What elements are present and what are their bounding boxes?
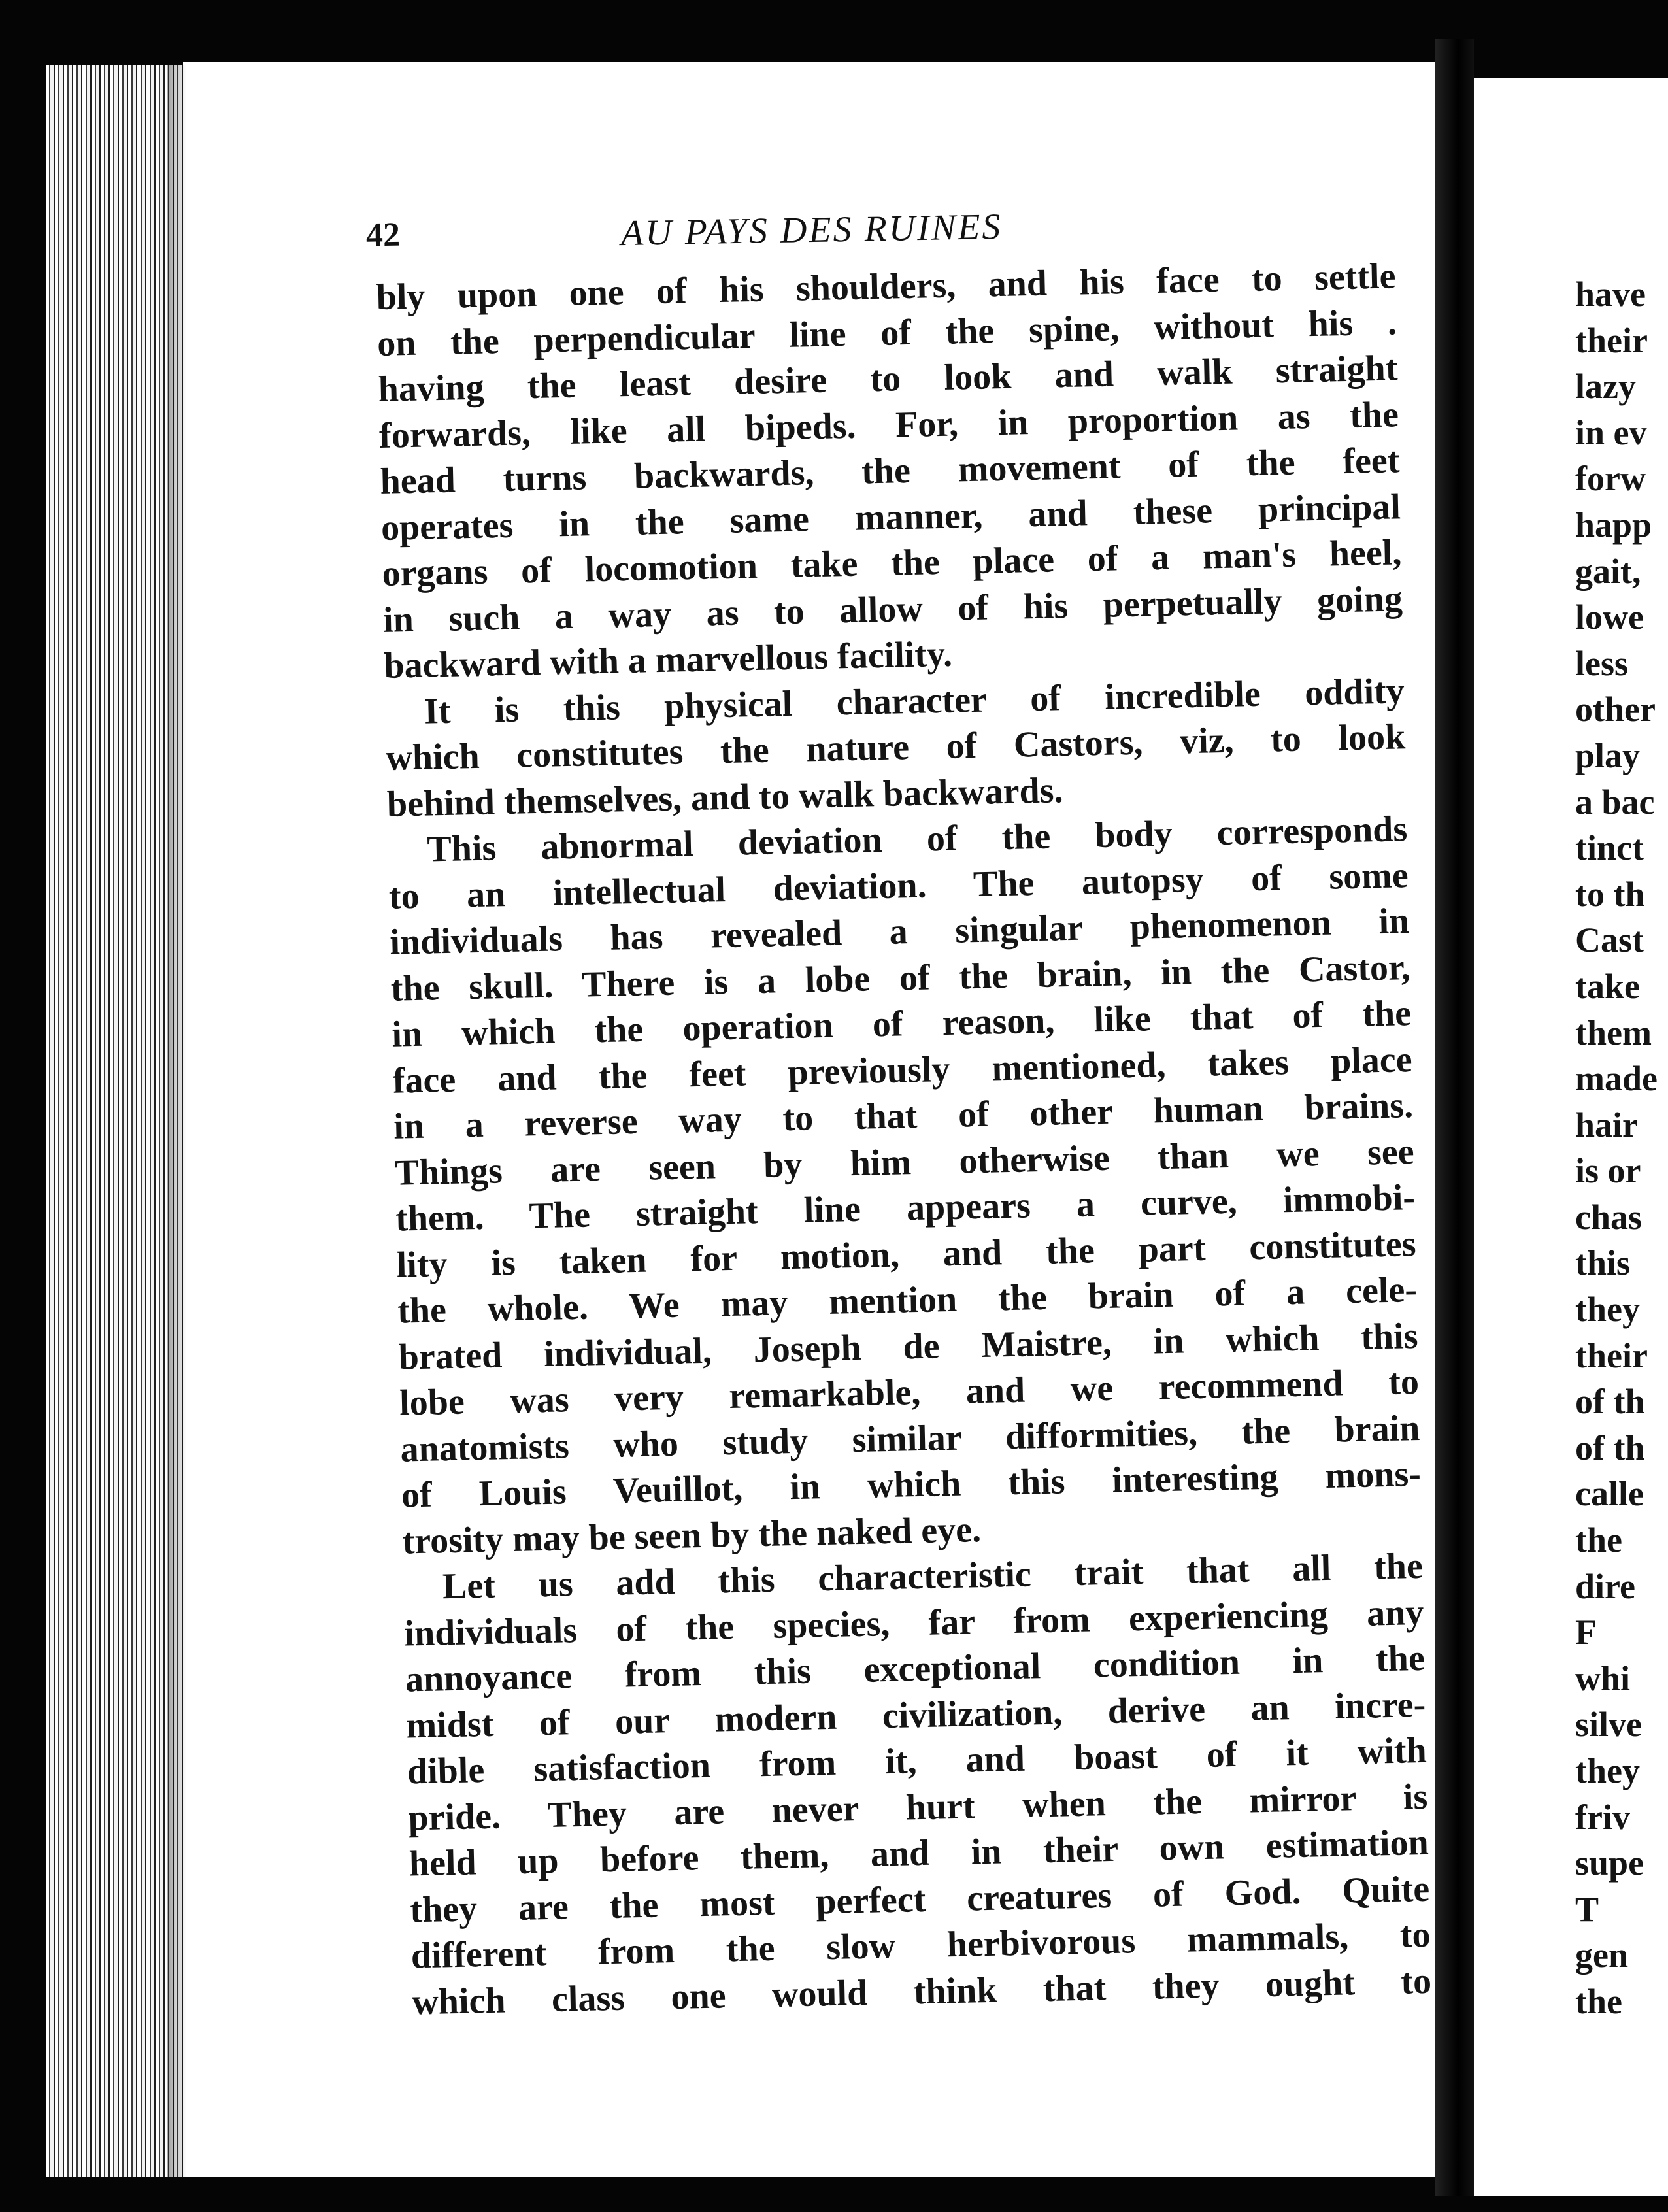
text-line: Let us add this characteristic trait that all the xyxy=(442,1545,1424,1607)
facing-text-line: lazy xyxy=(1575,367,1636,407)
facing-text-line: gait, xyxy=(1575,551,1641,591)
text-line: Things are seen by him otherwise than we see xyxy=(394,1131,1415,1194)
facing-text-line: take xyxy=(1575,966,1640,1006)
facing-text-line: the xyxy=(1575,1520,1622,1560)
text-line: held up before them, and in their own estimation xyxy=(409,1822,1429,1885)
facing-text-line: other xyxy=(1575,690,1656,729)
facing-text-line: the xyxy=(1575,1981,1622,2021)
running-head: AU PAYS DES RUINES xyxy=(620,206,1003,254)
text-line: annoyance from this exceptional condition in the xyxy=(405,1637,1426,1700)
facing-text-line: this xyxy=(1575,1243,1631,1283)
text-line: trosity may be seen by the naked eye. xyxy=(401,1509,982,1562)
facing-text-line: they xyxy=(1575,1751,1640,1790)
text-line: pride. They are never hurt when the mirror is xyxy=(407,1776,1428,1838)
facing-text-line: dire xyxy=(1575,1566,1635,1606)
text-line: them. The straight line appears a curve, immobi- xyxy=(395,1177,1416,1239)
text-line: operates in the same manner, and these principal xyxy=(380,486,1401,548)
facing-text-line: tinct xyxy=(1575,828,1644,868)
facing-text-line: less xyxy=(1575,643,1628,683)
text-line: dible satisfaction from it, and boast of it with xyxy=(407,1730,1427,1792)
text-line: brated individual, Joseph de Maistre, in which this xyxy=(398,1315,1418,1378)
facing-text-line: calle xyxy=(1575,1474,1644,1514)
facing-text-line: chas xyxy=(1575,1197,1643,1237)
facing-text-line: happ xyxy=(1575,505,1652,545)
facing-text-line: forw xyxy=(1575,459,1646,499)
page-edge-shadow xyxy=(167,65,186,2177)
text-line: the whole. We may mention the brain of a cele- xyxy=(397,1269,1418,1332)
facing-text-line: friv xyxy=(1575,1797,1630,1837)
facing-page xyxy=(1474,78,1668,2196)
facing-text-line: whi xyxy=(1575,1658,1631,1698)
text-line: they are the most perfect creatures of God. Quite xyxy=(409,1868,1430,1930)
facing-text-line: have xyxy=(1575,275,1646,314)
facing-text-line: they xyxy=(1575,1290,1640,1330)
facing-text-line: lowe xyxy=(1575,597,1644,637)
text-line: which class one would think that they ought to xyxy=(411,1960,1432,2022)
text-line: in which the operation of reason, like that of the xyxy=(391,993,1412,1055)
facing-text-line: their xyxy=(1575,320,1648,360)
facing-text-line: is or xyxy=(1575,1151,1641,1191)
text-line: It is this physical character of incredible oddity xyxy=(424,670,1405,732)
book-gutter xyxy=(1435,39,1474,2196)
facing-text-line: them xyxy=(1575,1013,1652,1052)
text-line: of Louis Veuillot, in which this interesting mons- xyxy=(401,1453,1422,1516)
facing-text-line: Cast xyxy=(1575,920,1644,960)
facing-text-line: their xyxy=(1575,1335,1648,1375)
facing-text-line: of th xyxy=(1575,1382,1645,1422)
text-line: midst of our modern civilization, derive an incre- xyxy=(405,1684,1426,1747)
text-line: having the least desire to look and walk straight xyxy=(378,348,1398,410)
text-line: lobe was very remarkable, and we recommend to xyxy=(399,1361,1420,1424)
text-line: backward with a marvellous facility. xyxy=(383,633,953,686)
text-line: lity is taken for motion, and the part constitutes xyxy=(396,1223,1417,1286)
facing-text-line: T xyxy=(1575,1889,1599,1929)
facing-text-line: hair xyxy=(1575,1105,1639,1145)
facing-text-line: made xyxy=(1575,1059,1658,1099)
text-line: forwards, like all bipeds. For, in proportion as the xyxy=(378,394,1399,456)
page-edges xyxy=(46,65,183,2177)
text-line: on the perpendicular line of the spine, without his . xyxy=(376,301,1397,364)
text-line: in a reverse way to that of other human brains. xyxy=(393,1085,1414,1147)
text-line: anatomists who study similar difformities, the brain xyxy=(399,1407,1420,1470)
facing-text-line: a bac xyxy=(1575,782,1655,822)
text-line: individuals has revealed a singular phenomenon in xyxy=(389,901,1410,963)
text-line: organs of locomotion take the place of a man's heel, xyxy=(381,532,1402,594)
facing-text-line: in ev xyxy=(1575,412,1647,452)
facing-text-line: to th xyxy=(1575,874,1645,914)
text-line: to an intellectual deviation. The autopsy of some xyxy=(388,854,1409,917)
facing-text-line: supe xyxy=(1575,1843,1644,1883)
text-line: face and the feet previously mentioned, takes place xyxy=(392,1039,1413,1101)
text-line: behind themselves, and to walk backwards. xyxy=(386,769,1064,825)
text-line: the skull. There is a lobe of the brain, in the Castor, xyxy=(390,947,1411,1009)
facing-text-line: F xyxy=(1575,1613,1597,1652)
facing-text-line: play xyxy=(1575,735,1641,775)
facing-text-line: of th xyxy=(1575,1428,1645,1467)
facing-text-line: gen xyxy=(1575,1936,1628,1975)
text-line: bly upon one of his shoulders, and his face to settle xyxy=(376,256,1397,318)
facing-text-line: silve xyxy=(1575,1705,1642,1745)
body-text xyxy=(376,253,1432,2025)
page-number: 42 xyxy=(365,216,401,254)
text-line: different from the slow herbivorous mammals, to xyxy=(410,1914,1431,1977)
text-line: in such a way as to allow of his perpetually going xyxy=(382,578,1403,641)
text-line: head turns backwards, the movement of the feet xyxy=(379,440,1400,502)
text-line: This abnormal deviation of the body corresponds xyxy=(426,809,1408,870)
facing-page-text xyxy=(1575,271,1658,2025)
text-line: individuals of the species, far from experiencing any xyxy=(403,1592,1424,1654)
text-line: which constitutes the nature of Castors, viz, to look xyxy=(385,716,1406,779)
